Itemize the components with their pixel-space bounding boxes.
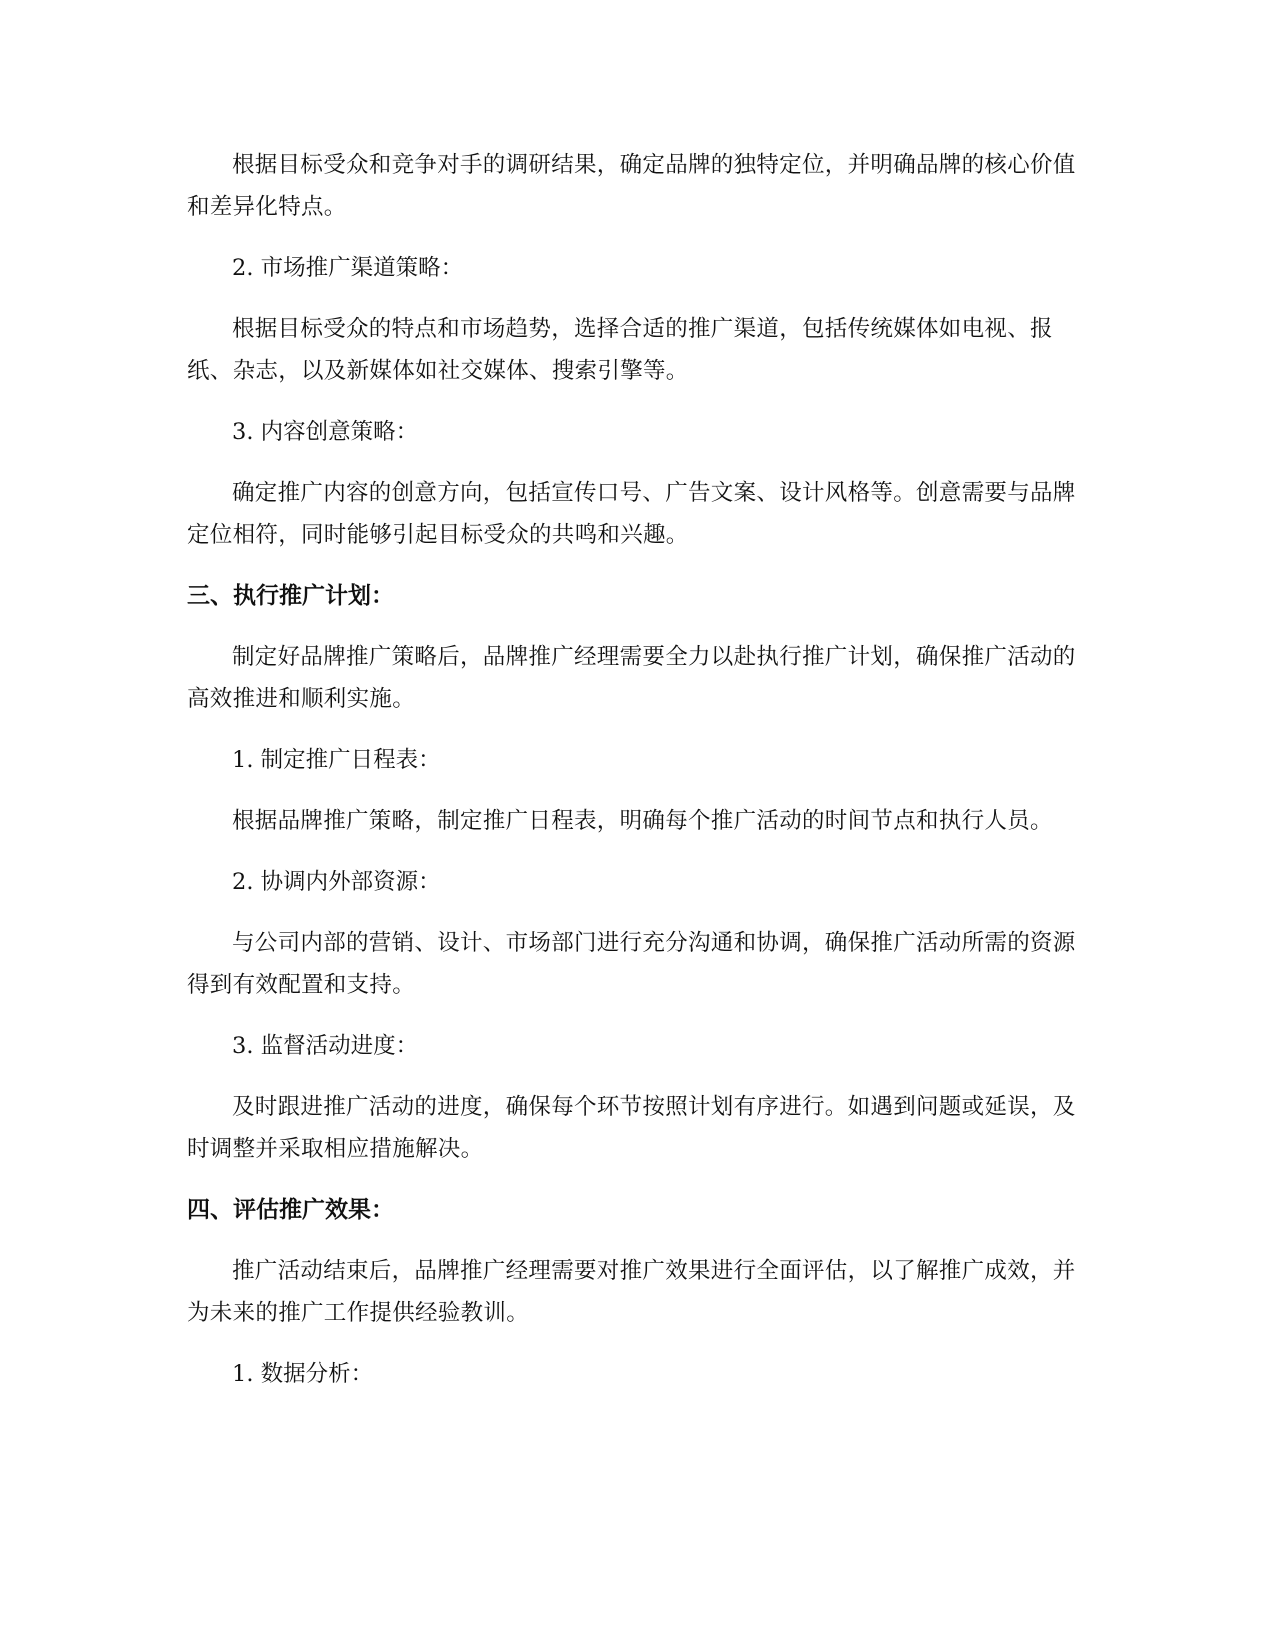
list-item-channel-strategy: 2. 市场推广渠道策略： bbox=[232, 255, 464, 281]
paragraph-schedule: 根据品牌推广策略，制定推广日程表，明确每个推广活动的时间节点和执行人员。 bbox=[232, 808, 1053, 834]
paragraph-brand-positioning: 根据目标受众和竞争对手的调研结果，确定品牌的独特定位，并明确品牌的核心价值和差异化特点。 bbox=[187, 152, 1076, 220]
list-item-monitor-progress: 3. 监督活动进度： bbox=[232, 1033, 419, 1059]
section-heading-evaluate: 四、评估推广效果： bbox=[187, 1196, 394, 1223]
paragraph-channel-strategy: 根据目标受众的特点和市场趋势，选择合适的推广渠道，包括传统媒体如电视、报纸、杂志，以及新媒体如社交媒体、搜索引擎等。 bbox=[187, 316, 1053, 384]
section-heading-execute-plan: 三、执行推广计划： bbox=[187, 582, 394, 609]
list-item-schedule: 1. 制定推广日程表： bbox=[232, 747, 441, 773]
paragraph-content-strategy: 确定推广内容的创意方向，包括宣传口号、广告文案、设计风格等。创意需要与品牌定位相符，同时能够引起目标受众的共鸣和兴趣。 bbox=[187, 480, 1076, 548]
paragraph-execute-plan: 制定好品牌推广策略后，品牌推广经理需要全力以赴执行推广计划，确保推广活动的高效推进和顺利实施。 bbox=[187, 644, 1076, 712]
list-item-content-strategy: 3. 内容创意策略： bbox=[232, 419, 419, 445]
paragraph-resources: 与公司内部的营销、设计、市场部门进行充分沟通和协调，确保推广活动所需的资源得到有效配置和支持。 bbox=[187, 930, 1076, 998]
paragraph-monitor-progress: 及时跟进推广活动的进度，确保每个环节按照计划有序进行。如遇到问题或延误，及时调整并采取相应措施解决。 bbox=[187, 1094, 1076, 1162]
list-item-data-analysis: 1. 数据分析： bbox=[232, 1361, 374, 1387]
list-item-resources: 2. 协调内外部资源： bbox=[232, 869, 441, 895]
document-body bbox=[187, 144, 1082, 1414]
paragraph-evaluate: 推广活动结束后，品牌推广经理需要对推广效果进行全面评估，以了解推广成效，并为未来的推广工作提供经验教训。 bbox=[187, 1258, 1076, 1326]
